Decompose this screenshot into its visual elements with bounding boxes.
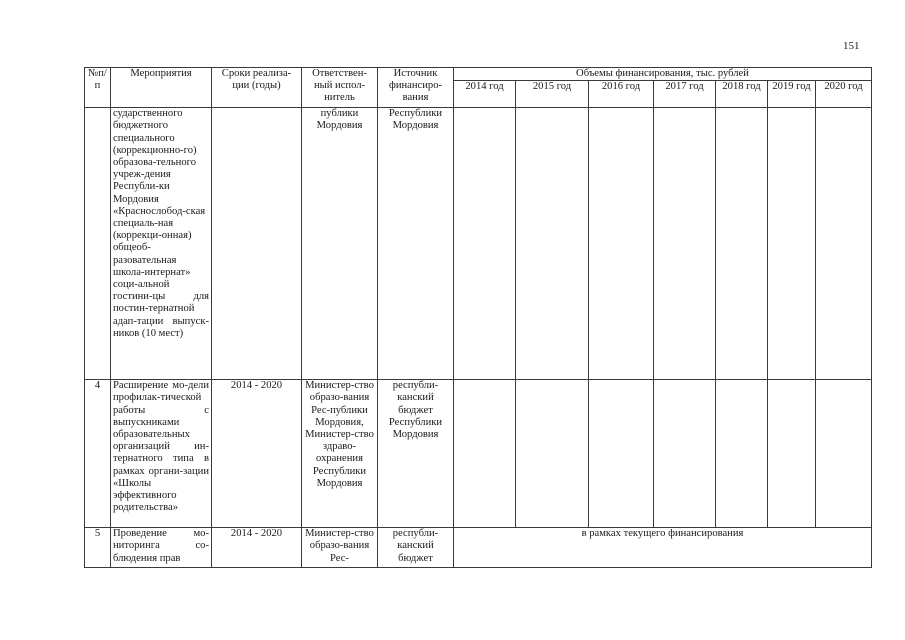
row-num: 5 xyxy=(85,528,111,568)
year-2014-header: 2014 год xyxy=(454,81,516,108)
row-2015-cell xyxy=(516,108,589,380)
row-2016-cell xyxy=(589,108,654,380)
row-2020-cell xyxy=(816,380,872,528)
row-2018-cell xyxy=(716,380,768,528)
row-terms: 2014 - 2020 xyxy=(212,380,302,528)
year-2019-header: 2019 год xyxy=(768,81,816,108)
row-terms xyxy=(212,108,302,380)
header-source-cell xyxy=(378,68,454,108)
year-2015-header: 2015 год xyxy=(516,81,589,108)
row-measure: Проведение мо-ниторинга со-блюдения прав xyxy=(111,528,212,568)
row-merged-funding: в рамках текущего финансирования xyxy=(454,528,872,568)
year-2016-header: 2016 год xyxy=(589,81,654,108)
row-2018-cell xyxy=(716,108,768,380)
row-num xyxy=(85,108,111,380)
row-2019-cell xyxy=(768,380,816,528)
funding-plan-table xyxy=(84,67,872,568)
header-funding-cell xyxy=(454,68,872,81)
row-responsible: Министер-ство образо-вания Рес- xyxy=(302,528,378,568)
header-measures: Мероприятия xyxy=(130,68,192,79)
year-2017-header: 2017 год xyxy=(654,81,716,108)
row-num: 4 xyxy=(85,380,111,528)
header-measures-cell xyxy=(111,68,212,108)
table-header-row xyxy=(85,68,872,81)
page-number: 151 xyxy=(843,40,860,52)
row-2020-cell xyxy=(816,108,872,380)
row-responsible: Министер-ство образо-вания Рес-публики Мордовия, Министер-ство здраво-охранения Республики Мордовия xyxy=(302,380,378,528)
header-funding: Объемы финансирования, тыс. рублей xyxy=(576,68,749,79)
header-num-cell xyxy=(85,68,111,108)
header-terms: Сроки реализа-ции (годы) xyxy=(221,68,292,92)
row-2016-cell xyxy=(589,380,654,528)
row-2014-cell xyxy=(454,380,516,528)
table-row xyxy=(85,108,872,380)
row-2014-cell xyxy=(454,108,516,380)
header-num: №п/п xyxy=(88,68,107,92)
header-terms-cell xyxy=(212,68,302,108)
row-responsible: публики Мордовия xyxy=(302,108,378,380)
header-responsible: Ответствен-ный испол-нитель xyxy=(312,68,367,104)
year-2020-header: 2020 год xyxy=(816,81,872,108)
row-measure: Расширение мо-дели профилак-тической работы с выпускниками образовательных организаций ин-тернатного типа в рамках органи-зации «Школы эффективного родительства» xyxy=(111,380,212,528)
table-row xyxy=(85,528,872,568)
header-responsible-cell xyxy=(302,68,378,108)
row-2017-cell xyxy=(654,380,716,528)
row-source: республи-канский бюджет xyxy=(378,528,454,568)
row-source: республи-канский бюджет Республики Мордовия xyxy=(378,380,454,528)
row-source: Республики Мордовия xyxy=(378,108,454,380)
row-2019-cell xyxy=(768,108,816,380)
row-terms: 2014 - 2020 xyxy=(212,528,302,568)
row-2017-cell xyxy=(654,108,716,380)
table-row xyxy=(85,380,872,528)
year-2018-header: 2018 год xyxy=(716,81,768,108)
header-source: Источник финансиро-вания xyxy=(388,68,443,104)
row-2015-cell xyxy=(516,380,589,528)
row-measure: сударственного бюджетного специального (коррекционно-го) образова-тельного учреж-дения Республи-ки Мордовия «Краснослобод-ская специаль-ная (коррекци-онная) общеоб-разовательная школа-интернат» соци-альной гостини-цы для постин-тернатной адап-тации выпуск-ников (10 мест) xyxy=(111,108,212,380)
